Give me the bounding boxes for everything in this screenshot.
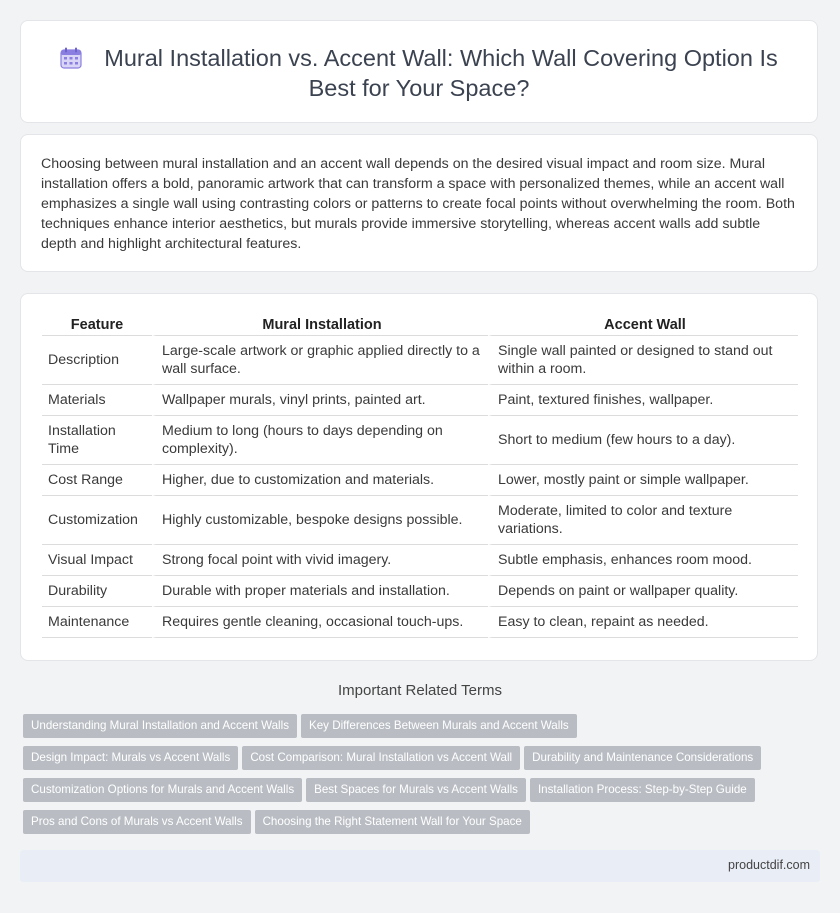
header-accent-wall: Accent Wall — [488, 313, 798, 336]
row-mural: Requires gentle cleaning, occasional touch-ups. — [152, 607, 488, 638]
row-accent: Subtle emphasis, enhances room mood. — [488, 545, 798, 576]
table-row — [42, 336, 798, 385]
related-term-tag[interactable]: Understanding Mural Installation and Accent Walls — [23, 714, 297, 738]
related-term-tag[interactable]: Design Impact: Murals vs Accent Walls — [23, 746, 238, 770]
related-term-tag[interactable]: Key Differences Between Murals and Accent Walls — [301, 714, 577, 738]
row-accent: Easy to clean, repaint as needed. — [488, 607, 798, 638]
related-term-tag[interactable]: Choosing the Right Statement Wall for Your Space — [255, 810, 530, 834]
row-mural: Highly customizable, bespoke designs possible. — [152, 496, 488, 545]
page-title-wrap — [21, 43, 817, 103]
row-mural: Wallpaper murals, vinyl prints, painted art. — [152, 385, 488, 416]
row-mural: Durable with proper materials and installation. — [152, 576, 488, 607]
header-feature: Feature — [42, 313, 152, 336]
row-feature: Cost Range — [42, 465, 152, 496]
row-feature: Maintenance — [42, 607, 152, 638]
calendar-grid-icon — [60, 46, 82, 68]
related-term-tag[interactable]: Cost Comparison: Mural Installation vs Accent Wall — [242, 746, 520, 770]
title-card — [20, 20, 818, 123]
row-mural: Medium to long (hours to days depending on complexity). — [152, 416, 488, 465]
table-row — [42, 607, 798, 638]
footer — [20, 850, 820, 882]
related-term-tag[interactable]: Durability and Maintenance Considerations — [524, 746, 761, 770]
related-terms-heading: Important Related Terms — [338, 682, 502, 699]
related-term-tag[interactable]: Installation Process: Step-by-Step Guide — [530, 778, 755, 802]
row-feature: Customization — [42, 496, 152, 545]
row-feature: Durability — [42, 576, 152, 607]
intro-paragraph: Choosing between mural installation and an accent wall depends on the desired visual impact and room size. Mural installation offers a bold, panoramic artwork that can transform a space with personalized themes, while an accent wall emphasizes a single wall using contrasting colors or patterns to create focal points without overwhelming the room. Both techniques enhance interior aesthetics, but murals provide immersive storytelling, whereas accent walls add subtle depth and highlight architectural features. — [41, 156, 795, 252]
row-feature: Installation Time — [42, 416, 152, 465]
related-term-tag[interactable]: Best Spaces for Murals vs Accent Walls — [306, 778, 526, 802]
intro-card — [20, 134, 818, 272]
page-title: Mural Installation vs. Accent Wall: Which Wall Covering Option Is Best for Your Space? — [104, 45, 778, 101]
comparison-table — [42, 313, 798, 638]
row-mural: Large-scale artwork or graphic applied directly to a wall surface. — [152, 336, 488, 385]
row-feature: Visual Impact — [42, 545, 152, 576]
related-term-tag[interactable]: Pros and Cons of Murals vs Accent Walls — [23, 810, 251, 834]
table-row — [42, 576, 798, 607]
table-header-row — [42, 313, 798, 336]
comparison-table-card — [20, 293, 818, 661]
row-feature: Materials — [42, 385, 152, 416]
table-row — [42, 496, 798, 545]
table-row — [42, 465, 798, 496]
related-term-tag[interactable]: Customization Options for Murals and Accent Walls — [23, 778, 302, 802]
table-row — [42, 545, 798, 576]
row-accent: Single wall painted or designed to stand out within a room. — [488, 336, 798, 385]
table-row — [42, 385, 798, 416]
row-accent: Moderate, limited to color and texture variations. — [488, 496, 798, 545]
row-feature: Description — [42, 336, 152, 385]
header-mural-installation: Mural Installation — [152, 313, 488, 336]
row-accent: Short to medium (few hours to a day). — [488, 416, 798, 465]
row-mural: Strong focal point with vivid imagery. — [152, 545, 488, 576]
footer-site-link[interactable]: productdif.com — [728, 858, 810, 872]
row-mural: Higher, due to customization and materials. — [152, 465, 488, 496]
row-accent: Paint, textured finishes, wallpaper. — [488, 385, 798, 416]
row-accent: Lower, mostly paint or simple wallpaper. — [488, 465, 798, 496]
row-accent: Depends on paint or wallpaper quality. — [488, 576, 798, 607]
related-terms-list — [23, 714, 803, 842]
table-row — [42, 416, 798, 465]
